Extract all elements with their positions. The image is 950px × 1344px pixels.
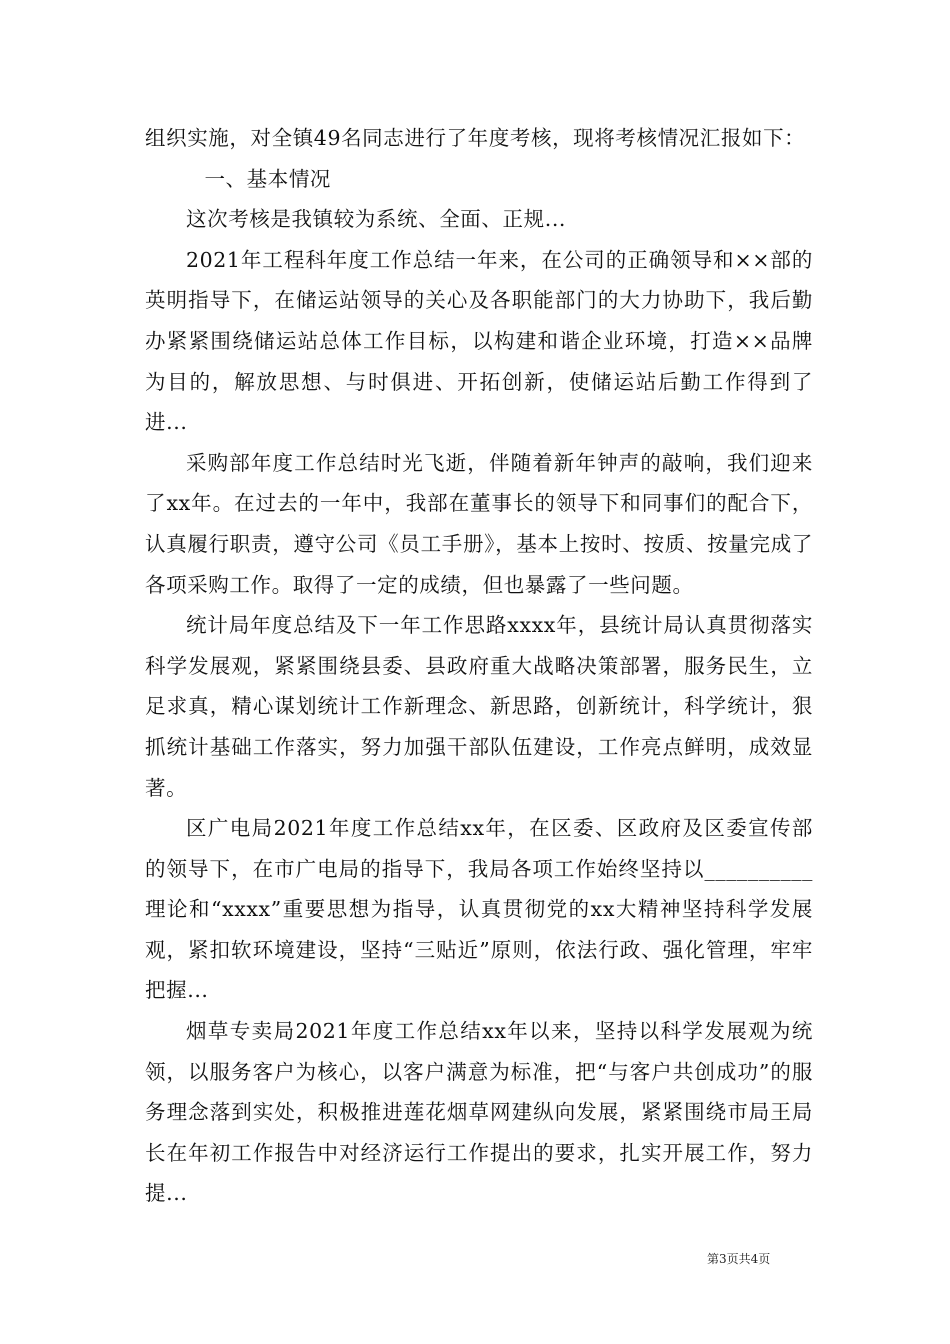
section-heading-basic-situation: 一、基本情况 <box>204 166 332 191</box>
paragraph-statistics-summary: 统计局年度总结及下一年工作思路xxxx年，县统计局认真贯彻落实科学发展观，紧紧围绕县委、县政府重大战略决策部署，服务民生，立足求真，精心谋划统计工作新理念、新思路，创新统计，科学统计，狠抓统计基础工作落实，努力加强干部队伍建设，工作亮点鲜明，成效显著。 <box>145 613 813 800</box>
page-number: 第3页共4页 <box>707 1252 771 1266</box>
document-body <box>145 118 813 1214</box>
paragraph-procurement-summary: 采购部年度工作总结时光飞逝，伴随着新年钟声的敲响，我们迎来了xx年。在过去的一年中，我部在董事长的领导下和同事们的配合下，认真履行职责，遵守公司《员工手册》，基本上按时、按质、按量完成了各项采购工作。取得了一定的成绩，但也暴露了一些问题。 <box>145 450 813 597</box>
paragraph-intro-continuation: 组织实施，对全镇49名同志进行了年度考核，现将考核情况汇报如下： <box>145 126 806 150</box>
paragraph-assessment-summary: 这次考核是我镇较为系统、全面、正规... <box>186 207 567 232</box>
paragraph-tobacco-summary: 烟草专卖局2021年度工作总结xx年以来，坚持以科学发展观为统领，以服务客户为核心，以客户满意为标准，把“与客户共创成功”的服务理念落到实处，积极推进莲花烟草网建纵向发展，紧紧围绕市局王局长在年初工作报告中对经济运行工作提出的要求，扎实开展工作，努力提... <box>145 1019 813 1206</box>
paragraph-engineering-summary: 2021年工程科年度工作总结一年来，在公司的正确领导和××部的英明指导下，在储运站领导的关心及各职能部门的大力协助下，我后勤办紧紧围绕储运站总体工作目标，以构建和谐企业环境，打造××品牌为目的，解放思想、与时俱进、开拓创新，使储运站后勤工作得到了进... <box>145 247 813 435</box>
paragraph-broadcasting-summary: 区广电局2021年度工作总结xx年，在区委、区政府及区委宣传部的领导下，在市广电局的指导下，我局各项工作始终坚持以__________理论和“xxxx”重要思想为指导，认真贯彻党的xx大精神坚持科学发展观，紧扣软环境建设，坚持“三贴近”原则，依法行政、强化管理，牢牢把握... <box>145 816 813 1003</box>
